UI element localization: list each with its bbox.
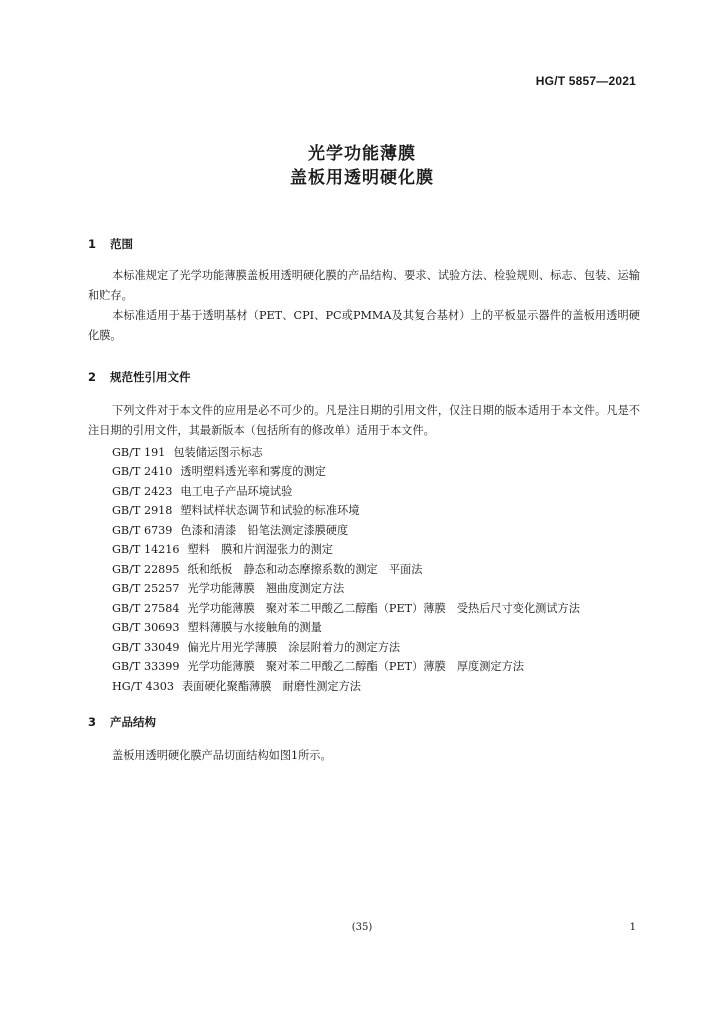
section-2-paragraph-1: 下列文件对于本文件的应用是必不可少的。凡是注日期的引用文件，仅注日期的版本适用于本文件。凡是不注日期的引用文件，其最新版本（包括所有的修改单）适用于本文件。: [88, 404, 640, 437]
reference-item: GB/T 6739 色漆和清漆 铅笔法测定漆膜硬度: [112, 524, 349, 537]
reference-item: GB/T 25257 光学功能薄膜 翘曲度测定方法: [112, 582, 345, 595]
reference-item: GB/T 27584 光学功能薄膜 聚对苯二甲酸乙二醇酯（PET）薄膜 受热后尺寸变化测试方法: [112, 602, 580, 615]
section-1-paragraph-1: 本标准规定了光学功能薄膜盖板用透明硬化膜的产品结构、要求、试验方法、检验规则、标志、包装、运输和贮存。: [88, 269, 640, 302]
document-title-line2: 盖板用透明硬化膜: [290, 168, 434, 188]
reference-item: HG/T 4303 表面硬化聚酯薄膜 耐磨性测定方法: [112, 680, 361, 693]
reference-item: GB/T 14216 塑料 膜和片润湿张力的测定: [112, 543, 333, 556]
reference-item: GB/T 33399 光学功能薄膜 聚对苯二甲酸乙二醇酯（PET）薄膜 厚度测定方法: [112, 660, 524, 673]
reference-item: GB/T 33049 偏光片用光学薄膜 涂层附着力的测定方法: [112, 641, 401, 654]
section-2-number: 2: [88, 370, 97, 384]
section-3-paragraph-1: 盖板用透明硬化膜产品切面结构如图1所示。: [112, 749, 332, 762]
footer-page-label: (35): [351, 922, 373, 933]
section-3-heading: [88, 714, 156, 730]
standard-code: HG/T 5857—2021: [535, 74, 636, 88]
section-1-title: 范围: [110, 237, 133, 251]
reference-item: GB/T 191 包装储运图示标志: [112, 446, 263, 459]
section-1-heading: [88, 236, 133, 252]
reference-item: GB/T 2423 电工电子产品环境试验: [112, 485, 293, 498]
section-3-number: 3: [88, 715, 97, 729]
reference-item: GB/T 30693 塑料薄膜与水接触角的测量: [112, 621, 322, 634]
section-2-heading: [88, 369, 191, 385]
section-1-number: 1: [88, 237, 97, 251]
document-title-line1: 光学功能薄膜: [308, 144, 416, 164]
section-1-paragraph-2: 本标准适用于基于透明基材（PET、CPI、PC或PMMA及其复合基材）上的平板显示器件的盖板用透明硬化膜。: [88, 309, 640, 342]
reference-item: GB/T 22895 纸和纸板 静态和动态摩擦系数的测定 平面法: [112, 563, 423, 576]
reference-item: GB/T 2918 塑料试样状态调节和试验的标准环境: [112, 504, 360, 517]
section-2-title: 规范性引用文件: [110, 370, 191, 384]
reference-item: GB/T 2410 透明塑料透光率和雾度的测定: [112, 465, 326, 478]
footer-page-number: 1: [629, 922, 636, 933]
section-3-title: 产品结构: [110, 715, 156, 729]
